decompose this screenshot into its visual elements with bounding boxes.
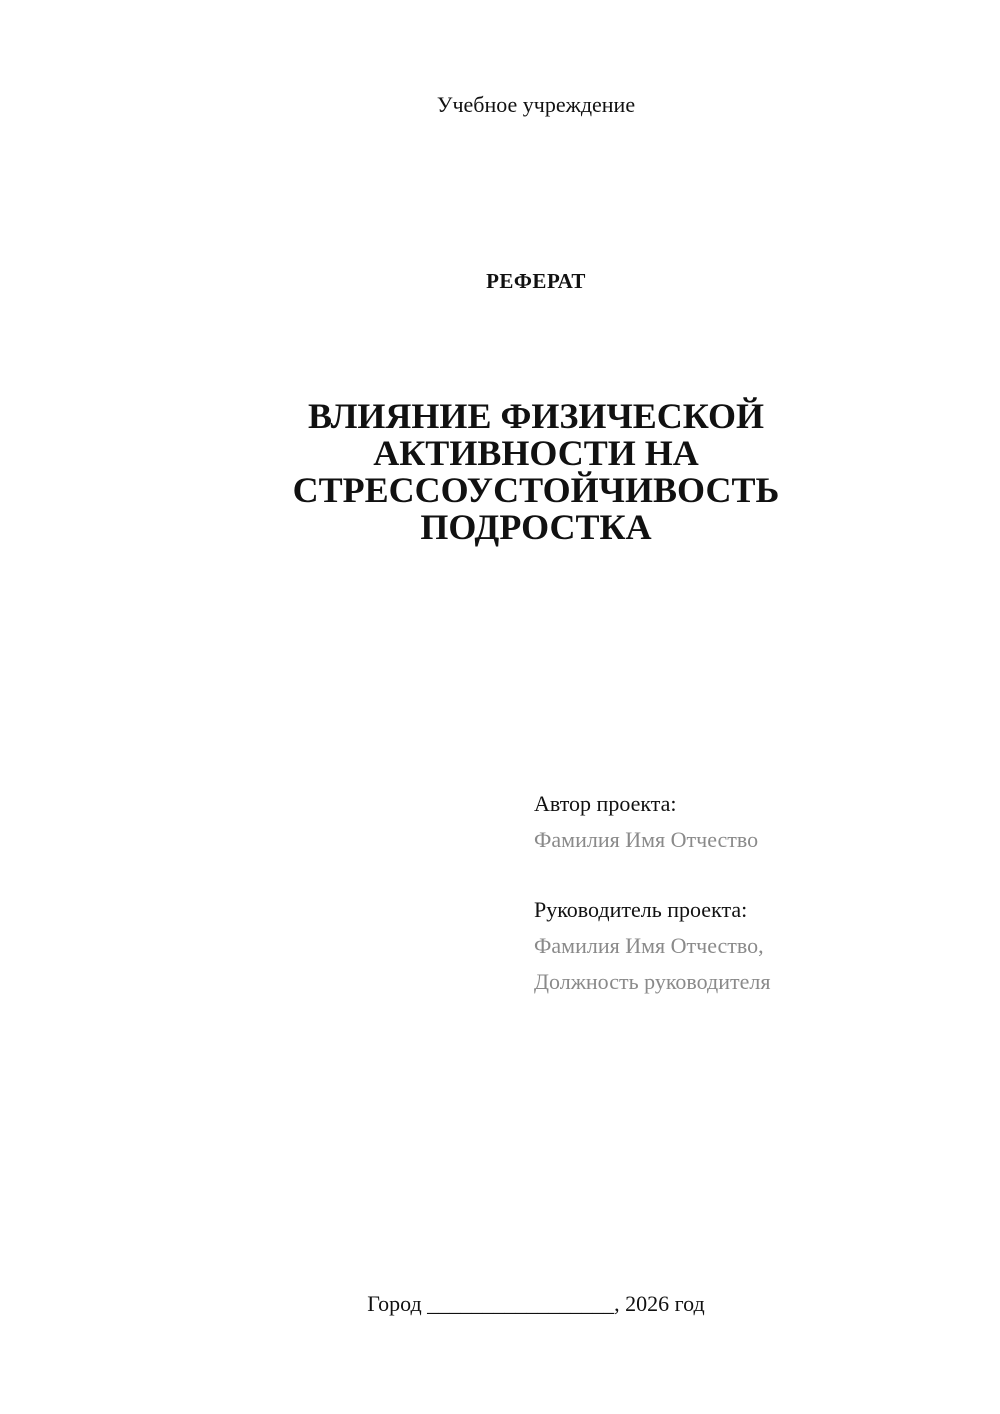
title-line: АКТИВНОСТИ НА bbox=[373, 433, 699, 473]
author-block bbox=[534, 786, 758, 858]
supervisor-block bbox=[534, 892, 770, 1000]
document-type: РЕФЕРАТ bbox=[486, 269, 586, 293]
supervisor-name-placeholder: Фамилия Имя Отчество, bbox=[534, 933, 764, 958]
document-title bbox=[236, 398, 836, 546]
supervisor-label: Руководитель проекта: bbox=[534, 897, 748, 922]
title-line: СТРЕССОУСТОЙЧИВОСТЬ bbox=[292, 470, 780, 510]
city-year-line: Город _________________, 2026 год bbox=[367, 1291, 705, 1316]
author-name-placeholder: Фамилия Имя Отчество bbox=[534, 827, 759, 852]
title-line: ВЛИЯНИЕ ФИЗИЧЕСКОЙ bbox=[307, 396, 765, 436]
supervisor-position-placeholder: Должность руководителя bbox=[534, 969, 771, 994]
institution-name: Учебное учреждение bbox=[436, 92, 636, 117]
title-line: ПОДРОСТКА bbox=[420, 507, 652, 547]
author-label: Автор проекта: bbox=[534, 791, 677, 816]
